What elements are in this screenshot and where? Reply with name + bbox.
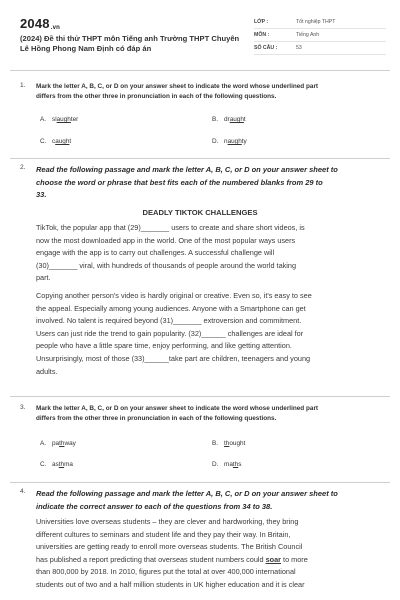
meta-value: 53 <box>296 45 302 51</box>
question-number: 1. <box>20 82 26 89</box>
question-2 <box>14 164 386 392</box>
passage-paragraph: Copying another person's video is hardly original or creative. Even so, it's easy to see the appeal. Especially among young audiences. Anyone with a Smartphone can get involved. No talent is required beyond (31)_______ extroversion and commitment. Users can just ride the trend to gain popularity. (32)______ challenges are ideal for people who have a little spare time, enjoy performing, and like getting attention. Unsurprisingly, most of those (33)______take part are children, teenagers and young adults. <box>36 291 312 376</box>
option-b[interactable]: B. thought <box>212 440 246 447</box>
meta-label: MÔN : <box>254 32 270 38</box>
meta-row-class <box>254 16 386 29</box>
question-prompt: Read the following passage and mark the letter A, B, C, or D on your answer sheet to choose the word or phrase that best fits each of the numbered blanks from 29 to 33. <box>36 165 338 199</box>
underlined-word: soar <box>265 554 282 564</box>
divider <box>10 396 390 397</box>
passage-paragraph: Universities love overseas students – they are clever and hardworking, they bring different cultures to seminars and student life and they pay their way. In Britain, universities are getting ready to enroll more overseas students. The British Council has published a report predicting that overseas student numbers could soar to more than 800,000 by 2018. In 2010, figures put the total at over 400,000 international students out of two and a half million students in UK higher education and it is clear <box>36 517 308 589</box>
question-number: 4. <box>20 488 26 495</box>
option-d[interactable]: D. maths <box>212 461 242 468</box>
meta-value: Tiếng Anh <box>296 32 320 38</box>
passage-title: DEADLY TIKTOK CHALLENGES <box>142 208 258 217</box>
document-header <box>14 14 386 66</box>
question-3 <box>14 404 386 476</box>
question-4 <box>14 488 386 600</box>
option-a[interactable]: A. slaughter <box>40 116 79 123</box>
question-prompt: Mark the letter A, B, C, or D on your answer sheet to indicate the word whose underlined part differs from the other three in pronunciation in each of the following questions. <box>36 83 319 100</box>
meta-label: LỚP : <box>254 19 269 25</box>
divider <box>10 70 390 71</box>
option-d[interactable]: D. naughty <box>212 138 247 145</box>
divider <box>10 482 390 483</box>
option-b[interactable]: B. draught <box>212 116 246 123</box>
question-1 <box>14 82 386 152</box>
meta-row-count <box>254 42 386 55</box>
meta-label: SỐ CÂU : <box>254 45 278 51</box>
site-logo[interactable]: 2048.vn <box>20 16 61 31</box>
meta-value: Tốt nghiệp THPT <box>296 19 336 25</box>
option-c[interactable]: C. caught <box>40 138 72 145</box>
question-number: 3. <box>20 404 26 411</box>
exam-meta <box>254 16 386 55</box>
question-prompt: Mark the letter A, B, C, or D on your answer sheet to indicate the word whose underlined part differs from the other three in pronunciation in each of the following questions. <box>36 405 319 422</box>
option-c[interactable]: C. asthma <box>40 461 73 468</box>
option-a[interactable]: A. pathway <box>40 440 76 447</box>
divider <box>10 158 390 159</box>
passage-paragraph: TikTok, the popular app that (29)_______ users to create and share short videos, is now the most downloaded app in the world. One of the most popular ways users engage with the app is to carry out challenges. A successful challenge will (30)_______ viral, with hundreds of thousands of people around the world taking part. <box>36 223 305 283</box>
exam-title: (2024) Đề thi thử THPT môn Tiếng anh Trường THPT Chuyên Lê Hồng Phong Nam Định có đáp án <box>20 34 240 53</box>
question-prompt: Read the following passage and mark the letter A, B, C, or D on your answer sheet to indicate the correct answer to each of the questions from 34 to 38. <box>36 489 338 511</box>
question-number: 2. <box>20 164 26 171</box>
meta-row-subject <box>254 29 386 42</box>
